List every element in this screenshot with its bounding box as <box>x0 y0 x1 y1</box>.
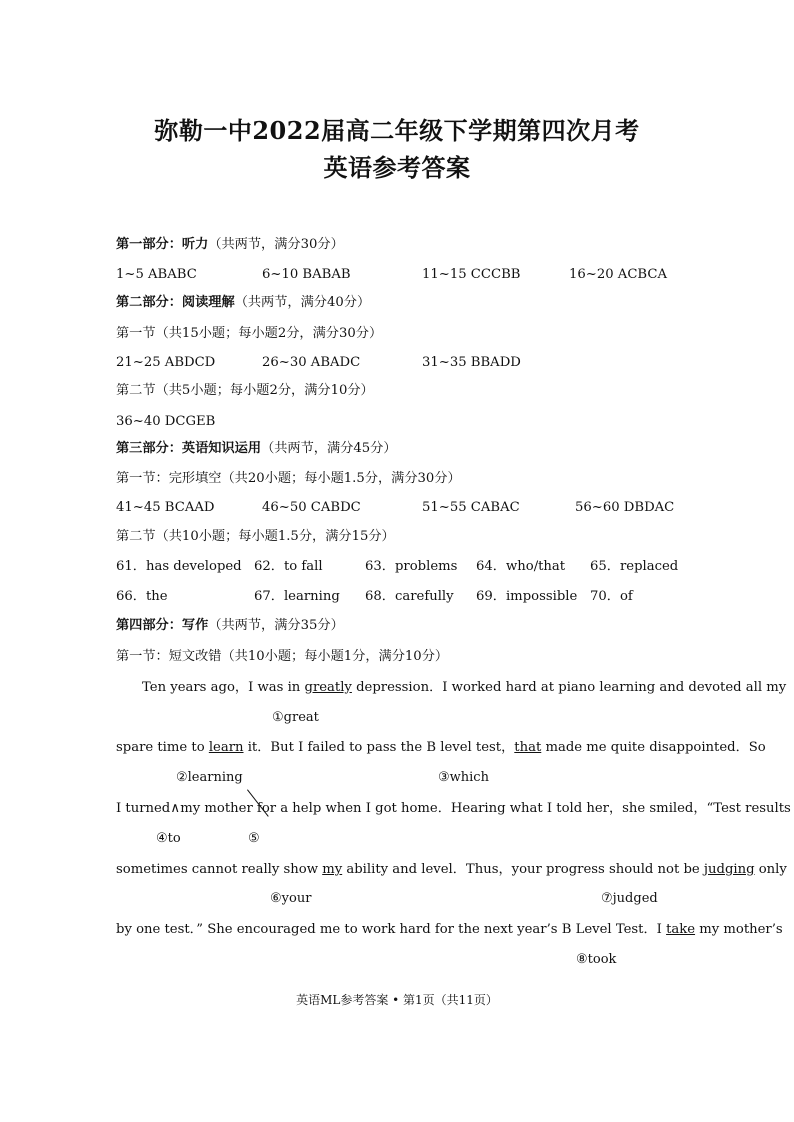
answer-group: 1~5 ABABC <box>116 267 197 282</box>
grammar-answer: 65．replaced <box>590 559 679 574</box>
answer-group: 56~60 DBDAC <box>575 500 675 515</box>
correction-mark: ④to <box>156 831 181 846</box>
passage-line: by one test．” She encouraged me to work hard for the next year’s B Level Test．I take my mother’s <box>116 922 783 937</box>
passage-line: spare time to learn it．But I failed to pass the B level test，that made me quite disappointed．So <box>116 740 766 755</box>
answer-group: 51~55 CABAC <box>422 500 520 515</box>
page-subtitle: 英语参考答案 <box>323 153 471 182</box>
passage-line: I turned∧my mother for a help when I got home．Hearing what I told her，she smiled，“Test results <box>116 801 791 816</box>
answer-group: 41~45 BCAAD <box>116 500 215 515</box>
grammar-answer: 61．has developed <box>116 559 242 574</box>
correction-mark: ⑤ <box>248 831 260 846</box>
grammar-answer: 63．problems <box>365 559 458 574</box>
grammar-answer: 64．who/that <box>476 559 566 574</box>
grammar-answer: 70．of <box>590 589 633 604</box>
part2-header: 第二部分：阅读理解（共两节，满分40分） <box>116 295 371 310</box>
part3-header: 第三部分：英语知识运用（共两节，满分45分） <box>116 441 397 456</box>
answer-group: 36~40 DCGEB <box>116 414 216 429</box>
error-word: take <box>666 922 696 937</box>
grammar-answer: 68．carefully <box>365 589 454 604</box>
grammar-answer: 66．the <box>116 589 168 604</box>
error-word: my <box>322 862 343 877</box>
part2-section1: 第一节（共15小题；每小题2分，满分30分） <box>116 326 383 341</box>
answer-group: 46~50 CABDC <box>262 500 361 515</box>
correction-mark: ②learning <box>176 770 243 785</box>
correction-mark: ⑧took <box>576 952 617 967</box>
error-word: judging <box>703 862 755 877</box>
part3-section2: 第二节（共10小题；每小题1.5分，满分15分） <box>116 529 395 544</box>
part3-section1: 第一节：完形填空（共20小题；每小题1.5分，满分30分） <box>116 471 461 486</box>
answer-group: 31~35 BBADD <box>422 355 521 370</box>
correction-mark: ③which <box>438 770 489 785</box>
part4-section1: 第一节：短文改错（共10小题；每小题1分，满分10分） <box>116 649 449 664</box>
grammar-answer: 69．impossible <box>476 589 578 604</box>
correction-mark: ⑦judged <box>601 891 658 906</box>
grammar-answer: 62．to fall <box>254 559 323 574</box>
insert-caret-icon: ∧ <box>170 801 181 816</box>
error-word: learn <box>208 740 244 755</box>
answer-group: 16~20 ACBCA <box>569 267 667 282</box>
correction-mark: ①great <box>272 710 319 725</box>
part1-header: 第一部分：听力（共两节，满分30分） <box>116 237 344 252</box>
correction-mark: ⑥your <box>270 891 312 906</box>
error-word: greatly <box>304 680 352 695</box>
answer-group: 11~15 CCCBB <box>422 267 521 282</box>
part2-section2: 第二节（共5小题；每小题2分，满分10分） <box>116 383 374 398</box>
grammar-answer: 67．learning <box>254 589 340 604</box>
answer-group: 6~10 BABAB <box>262 267 351 282</box>
answer-group: 21~25 ABDCD <box>116 355 216 370</box>
page-footer: 英语ML参考答案 • 第1页（共11页） <box>296 993 498 1007</box>
answer-group: 26~30 ABADC <box>262 355 361 370</box>
passage-line: sometimes cannot really show my ability and level．Thus，your progress should not be judging only <box>116 862 787 877</box>
error-word: that <box>514 740 542 755</box>
part4-header: 第四部分：写作（共两节，满分35分） <box>116 618 344 633</box>
passage-line: Ten years ago，I was in greatly depression．I worked hard at piano learning and devoted all my <box>142 680 787 695</box>
page-title: 弥勒一中2022届高二年级下学期第四次月考 <box>154 116 640 145</box>
